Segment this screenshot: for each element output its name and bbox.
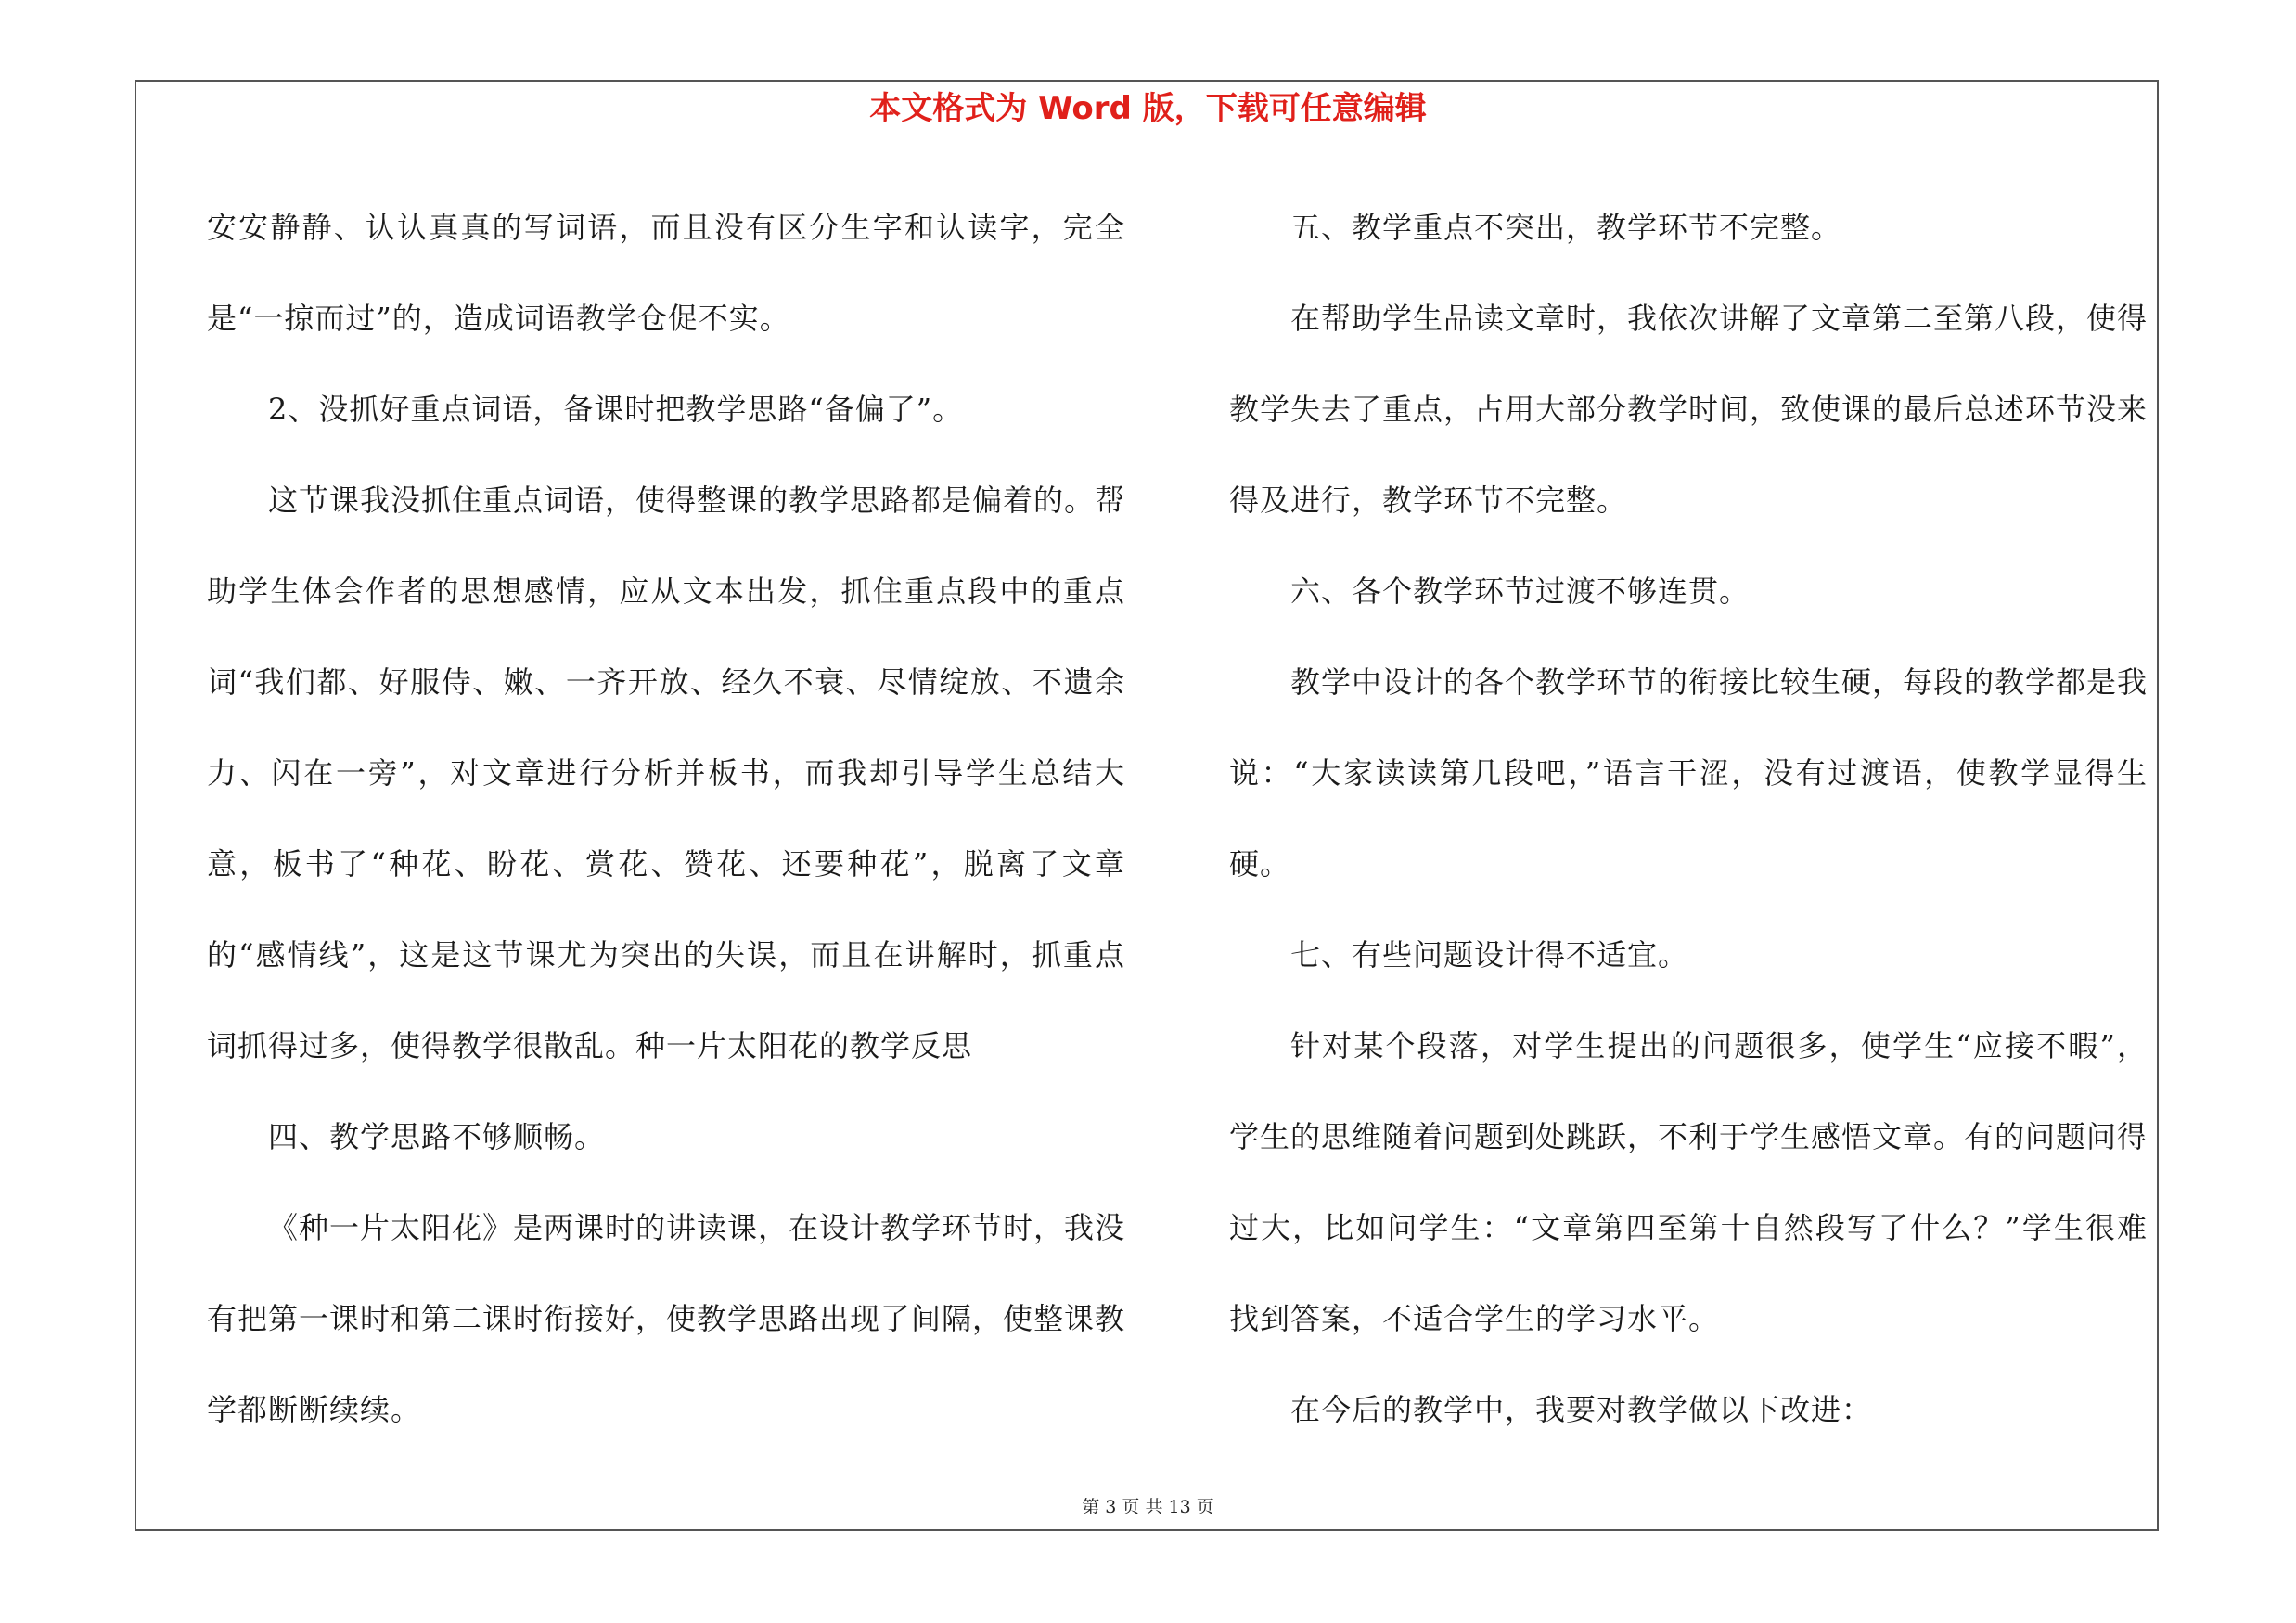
- paragraph: 教学中设计的各个教学环节的衔接比较生硬，每段的教学都是我说：“大家读读第几段吧，”语言干涩，没有过渡语，使教学显得生硬。: [1229, 664, 2148, 882]
- paragraph: 在帮助学生品读文章时，我依次讲解了文章第二至第八段，使得教学失去了重点，占用大部分教学时间，致使课的最后总述环节没来得及进行，教学环节不完整。: [1229, 301, 2148, 518]
- paragraph: 《种一片太阳花》是两课时的讲读课，在设计教学环节时，我没有把第一课时和第二课时衔接好，使教学思路出现了间隔，使整课教学都断断续续。: [207, 1210, 1126, 1427]
- paragraph: 针对某个段落，对学生提出的问题很多，使学生“应接不暇”，学生的思维随着问题到处跳跃，不利于学生感悟文章。有的问题问得过大，比如问学生：“文章第四至第十自然段写了什么？”学生很难找到答案，不适合学生的学习水平。: [1229, 1028, 2148, 1336]
- paragraph: 四、教学思路不够顺畅。: [268, 1119, 606, 1154]
- paragraph: 在今后的教学中，我要对教学做以下改进：: [1290, 1392, 1873, 1427]
- right-column: [1229, 182, 2148, 1455]
- paragraph: 安安静静、认认真真的写词语，而且没有区分生字和认读字，完全是“一掠而过”的，造成词语教学仓促不实。: [207, 210, 1125, 336]
- paragraph: 六、各个教学环节过渡不够连贯。: [1290, 573, 1751, 609]
- format-banner: 本文格式为 Word 版，下载可任意编辑: [869, 90, 1427, 127]
- paragraph: 五、教学重点不突出，教学环节不完整。: [1290, 210, 1842, 245]
- paragraph: 2、没抓好重点词语，备课时把教学思路“备偏了”。: [268, 392, 964, 427]
- paragraph: 这节课我没抓住重点词语，使得整课的教学思路都是偏着的。帮助学生体会作者的思想感情，应从文本出发，抓住重点段中的重点词“我们都、好服侍、嫩、一齐开放、经久不衰、尽情绽放、不遗余力、闪在一旁”，对文章进行分析并板书，而我却引导学生总结大意，板书了“种花、盼花、赏花、赞花、还要种花”，脱离了文章的“感情线”，这是这节课尤为突出的失误，而且在讲解时，抓重点词抓得过多，使得教学很散乱。种一片太阳花的教学反思: [207, 483, 1126, 1063]
- page-number-footer: 第 3 页 共 13 页: [1082, 1497, 1214, 1517]
- paragraph: 七、有些问题设计得不适宜。: [1290, 937, 1689, 973]
- left-column: [207, 182, 1125, 1455]
